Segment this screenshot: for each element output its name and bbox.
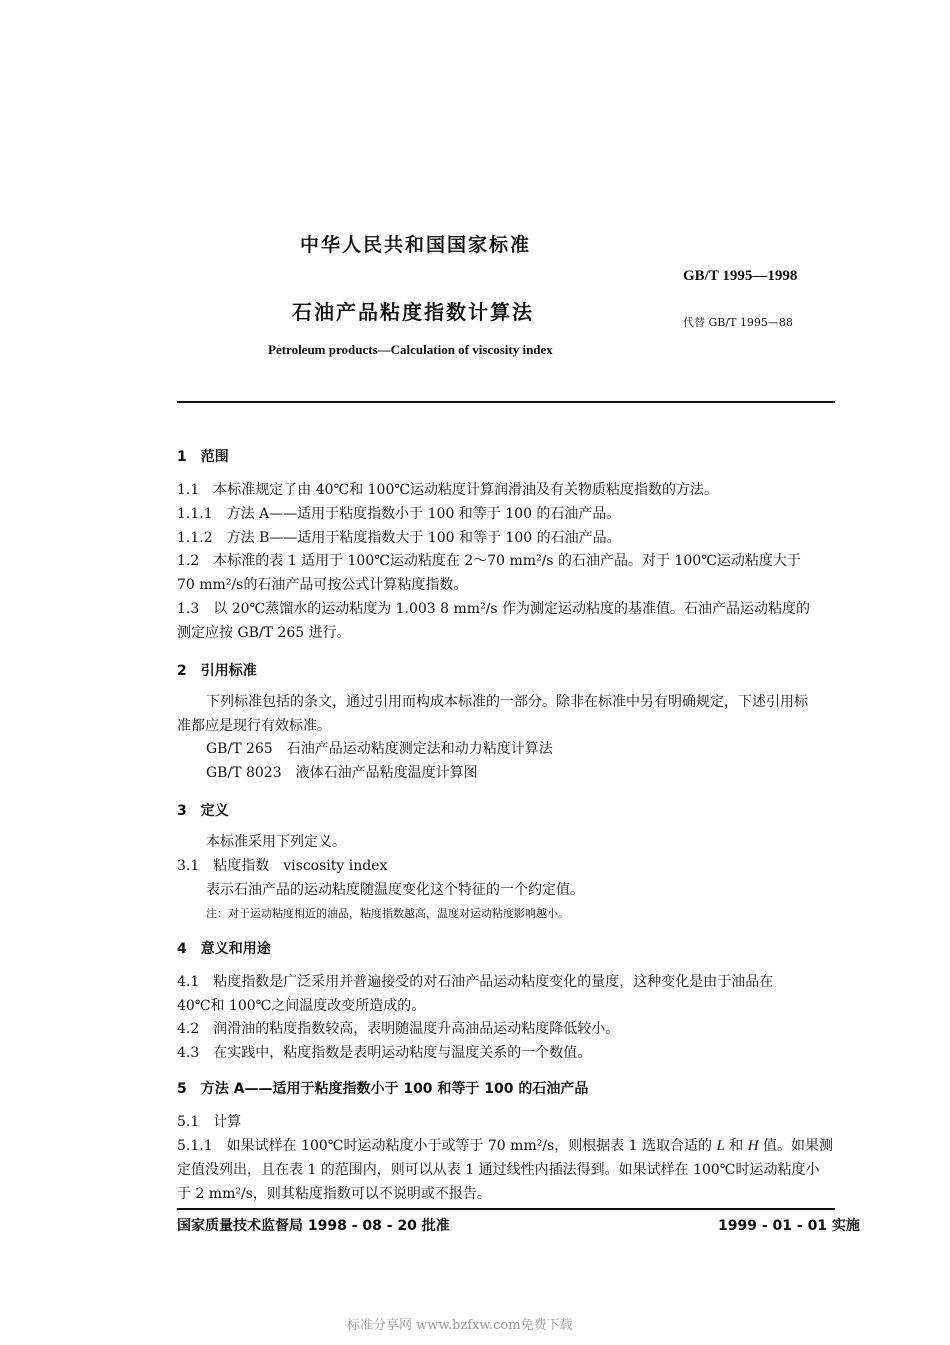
footer-rule [177,1208,835,1210]
clause-1-2-line-1: 1.2 本标准的表 1 适用于 100℃运动粘度在 2～70 mm²/s 的石油产品。对于 100℃运动粘度大于 [177,553,801,569]
approval-date: 国家质量技术监督局 1998 - 08 - 20 批准 [177,1218,450,1234]
watermark-footer: 标准分享网 www.bzfxw.com免费下载 [347,1318,573,1333]
clause-4-3: 4.3 在实践中，粘度指数是表明运动粘度与温度关系的一个数值。 [177,1045,592,1061]
variable-h: H [747,1138,759,1154]
clause-3-1: 3.1 粘度指数 viscosity index [177,858,388,874]
section-2-intro-line-1: 下列标准包括的条文，通过引用而构成本标准的一部分。除非在标准中另有明确规定，下述引用标 [206,694,808,710]
clause-4-1-line-1: 4.1 粘度指数是广泛采用并普遍接受的对石油产品运动粘度变化的量度，这种变化是由于油品在 [177,974,774,990]
section-2-heading: 2 引用标准 [177,663,257,679]
section-4-heading: 4 意义和用途 [177,941,271,957]
clause-1-1: 1.1 本标准规定了由 40℃和 100℃运动粘度计算润滑油及有关物质粘度指数的方法。 [177,482,719,498]
clause-5-1-1-text-a: 5.1.1 如果试样在 100℃时运动粘度小于或等于 70 mm²/s，则根据表 1 选取合适的 [177,1138,717,1154]
section-5-heading: 5 方法 A——适用于粘度指数小于 100 和等于 100 的石油产品 [177,1081,589,1097]
clause-5-1-1-text-b: 和 [724,1138,748,1154]
clause-5-1: 5.1 计算 [177,1114,242,1130]
definition-note: 注：对于运动粘度相近的油品，粘度指数越高，温度对运动粘度影响越小。 [206,907,569,920]
header-rule [177,401,835,403]
clause-1-1-1: 1.1.1 方法 A——适用于粘度指数小于 100 和等于 100 的石油产品。 [177,506,621,522]
definition-viscosity-index: 表示石油产品的运动粘度随温度变化这个特征的一个约定值。 [206,882,584,898]
section-3-intro: 本标准采用下列定义。 [206,834,346,850]
reference-gbt-265: GB/T 265 石油产品运动粘度测定法和动力粘度计算法 [206,741,553,757]
standard-code: GB/T 1995—1998 [683,268,798,284]
section-1-heading: 1 范围 [177,449,229,465]
issuing-body: 中华人民共和国国家标准 [300,234,532,256]
reference-gbt-8023: GB/T 8023 液体石油产品粘度温度计算图 [206,765,478,781]
section-3-heading: 3 定义 [177,803,229,819]
title-english: Petroleum products—Calculation of viscosity index [268,342,553,357]
title-chinese: 石油产品粘度指数计算法 [292,300,534,324]
clause-5-1-1-line-1 [177,1134,833,1158]
clause-4-1-line-2: 40℃和 100℃之间温度改变所造成的。 [177,998,426,1014]
section-2-intro-line-2: 准都应是现行有效标准。 [177,718,331,734]
clause-1-2-line-2: 70 mm²/s的石油产品可按公式计算粘度指数。 [177,577,468,593]
clause-1-3-line-2: 测定应按 GB/T 265 进行。 [177,625,351,641]
clause-1-1-2: 1.1.2 方法 B——适用于粘度指数大于 100 和等于 100 的石油产品。 [177,530,621,546]
variable-l: L [716,1138,725,1154]
clause-5-1-1-line-3: 于 2 mm²/s，则其粘度指数可以不说明或不报告。 [177,1186,491,1202]
clause-5-1-1-line-2: 定值没列出，且在表 1 的范围内，则可以从表 1 通过线性内插法得到。如果试样在 100℃时运动粘度小 [177,1162,820,1178]
replaces-standard: 代替 GB/T 1995—88 [683,316,793,329]
clause-5-1-1-text-c: 值。如果测 [758,1138,834,1154]
clause-4-2: 4.2 润滑油的粘度指数较高，表明随温度升高油品运动粘度降低较小。 [177,1021,620,1037]
effective-date: 1999 - 01 - 01 实施 [718,1218,860,1234]
clause-1-3-line-1: 1.3 以 20℃蒸馏水的运动粘度为 1.003 8 mm²/s 作为测定运动粘度的基准值。石油产品运动粘度的 [177,601,811,617]
